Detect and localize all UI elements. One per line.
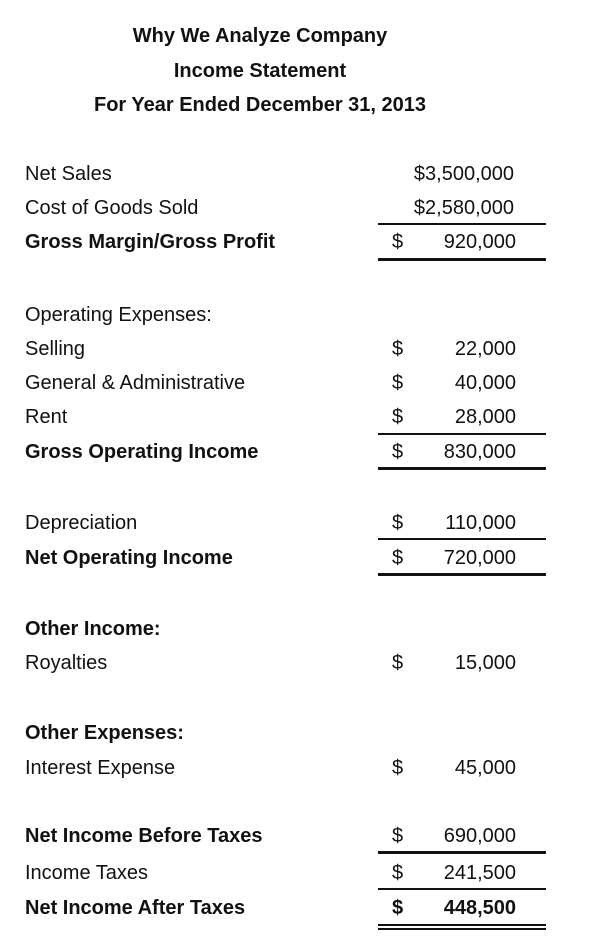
row-label: Other Expenses: [25, 722, 184, 744]
row-label: General & Administrative [25, 372, 246, 394]
row-general-administrative [0, 370, 600, 396]
row-amount: 22,000 [454, 338, 516, 360]
row-net-income-after-taxes [0, 895, 600, 921]
currency-symbol: $ [392, 652, 404, 674]
subtotal-rule [378, 223, 546, 225]
total-rule [378, 851, 546, 854]
row-rent [0, 404, 600, 430]
row-amount: 28,000 [454, 406, 516, 428]
row-amount: $3,500,000 [413, 163, 514, 185]
row-label: Cost of Goods Sold [25, 197, 199, 219]
row-amount: 448,500 [443, 897, 516, 919]
row-amount: 830,000 [443, 441, 516, 463]
row-label: Gross Operating Income [25, 441, 259, 463]
total-rule [378, 258, 546, 261]
row-label: Net Operating Income [25, 547, 233, 569]
currency-symbol: $ [392, 547, 404, 569]
row-label: Gross Margin/Gross Profit [25, 231, 276, 253]
row-label: Royalties [25, 652, 108, 674]
section-heading-other-expenses [0, 720, 600, 746]
row-amount: 45,000 [454, 757, 516, 779]
currency-symbol: $ [392, 231, 404, 253]
currency-symbol: $ [392, 441, 404, 463]
currency-symbol: $ [392, 338, 404, 360]
subtotal-rule [378, 538, 546, 540]
section-heading-operating-expenses [0, 302, 600, 328]
double-rule-bottom [378, 928, 546, 930]
row-label: Net Income Before Taxes [25, 825, 263, 847]
currency-symbol: $ [392, 372, 404, 394]
row-depreciation [0, 510, 600, 536]
row-amount: 241,500 [443, 862, 516, 884]
row-label: Income Taxes [25, 862, 149, 884]
row-amount: 690,000 [443, 825, 516, 847]
company-name: Why We Analyze Company [132, 25, 388, 47]
row-interest-expense [0, 755, 600, 781]
row-label: Rent [25, 406, 68, 428]
row-amount: 920,000 [443, 231, 516, 253]
row-net-sales [0, 161, 600, 187]
total-rule [378, 467, 546, 470]
row-label: Operating Expenses: [25, 304, 212, 326]
currency-symbol: $ [392, 757, 404, 779]
currency-symbol: $ [392, 406, 404, 428]
row-net-income-before-taxes [0, 823, 600, 849]
row-label: Interest Expense [25, 757, 176, 779]
row-gross-operating-income [0, 439, 600, 465]
row-label: Net Sales [25, 163, 112, 185]
row-label: Selling [25, 338, 86, 360]
total-rule [378, 573, 546, 576]
row-amount: $2,580,000 [413, 197, 514, 219]
row-cost-of-goods-sold [0, 195, 600, 221]
statement-period: For Year Ended December 31, 2013 [93, 94, 427, 116]
row-amount: 720,000 [443, 547, 516, 569]
row-label: Depreciation [25, 512, 138, 534]
double-rule-top [378, 924, 546, 926]
row-net-operating-income [0, 545, 600, 571]
statement-title: Income Statement [173, 60, 347, 82]
row-income-taxes [0, 860, 600, 886]
currency-symbol: $ [392, 862, 404, 884]
row-selling [0, 336, 600, 362]
row-label: Other Income: [25, 618, 161, 640]
row-gross-margin [0, 229, 600, 255]
subtotal-rule [378, 888, 546, 890]
row-amount: 15,000 [454, 652, 516, 674]
row-amount: 40,000 [454, 372, 516, 394]
subtotal-rule [378, 433, 546, 435]
currency-symbol: $ [392, 897, 404, 919]
row-label: Net Income After Taxes [25, 897, 246, 919]
row-amount: 110,000 [445, 512, 516, 534]
currency-symbol: $ [392, 512, 404, 534]
currency-symbol: $ [392, 825, 404, 847]
row-royalties [0, 650, 600, 676]
section-heading-other-income [0, 616, 600, 642]
